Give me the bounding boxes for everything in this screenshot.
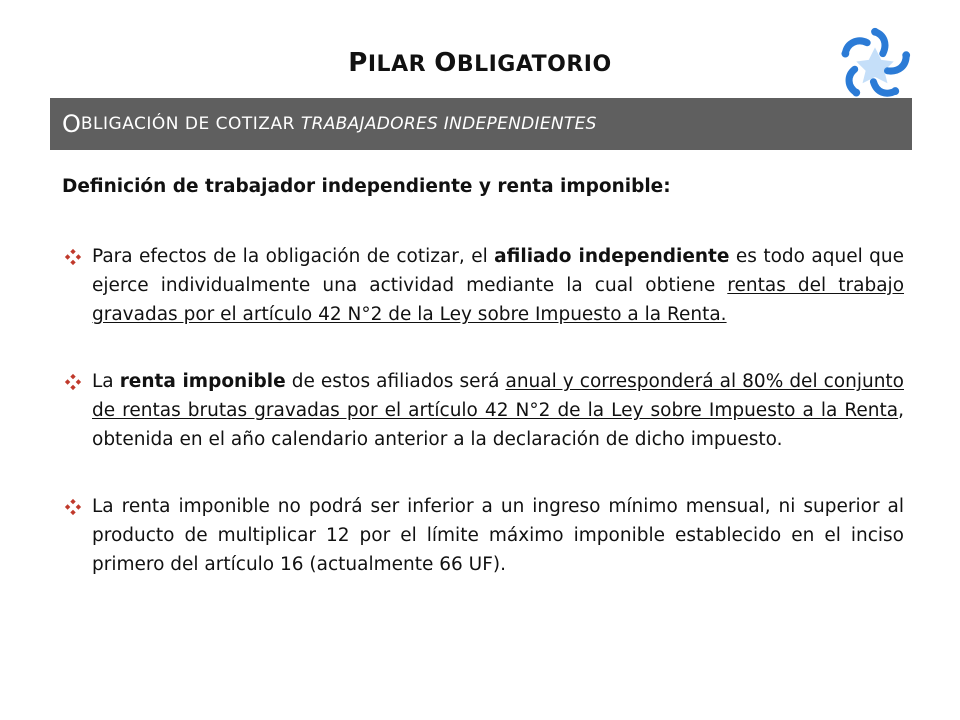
bullet-item (62, 242, 904, 329)
subtitle: Definición de trabajador independiente y renta imponible: (62, 176, 671, 197)
bullet-item (62, 367, 904, 454)
slide-title (0, 48, 960, 78)
title-cap-1: P (348, 48, 368, 78)
bullet-text: La renta imponible no podrá ser inferior a un ingreso mínimo mensual, ni superior al producto de multiplicar 12 por el límite máximo imponible establecido en el inciso primero del artículo 16 (actualmente 66 UF). (92, 496, 904, 575)
section-italic: TRABAJADORES INDEPENDIENTES (300, 114, 597, 134)
bullet-text: La renta imponible de estos afiliados será anual y corresponderá al 80% del conjunto de rentas brutas gravadas por el artículo 42 N°2 de la Ley sobre Impuesto a la Renta, obtenida en el año calendario anterior a la declaración de dicho impuesto. (92, 371, 904, 450)
title-cap-2: O (434, 48, 457, 78)
bullet-text: Para efectos de la obligación de cotizar, el afiliado independiente es todo aquel que ejerce individualmente una actividad mediante la cual obtiene rentas del trabajo gravadas por el artículo 42 N°2 de la Ley sobre Impuesto a la Renta. (92, 246, 905, 325)
diamond-bullet-icon (64, 373, 82, 391)
diamond-bullet-icon (64, 498, 82, 516)
bullet-list (62, 242, 904, 617)
diamond-bullet-icon (64, 248, 82, 266)
title-rest-2: BLIGATORIO (456, 52, 612, 77)
bullet-item (62, 492, 904, 579)
section-smallcaps: BLIGACIÓN DE COTIZAR (80, 114, 295, 134)
title-rest-1: ILAR (367, 52, 435, 77)
hands-star-logo-icon (836, 24, 914, 102)
section-cap: O (62, 110, 81, 138)
section-heading-band (50, 98, 912, 150)
